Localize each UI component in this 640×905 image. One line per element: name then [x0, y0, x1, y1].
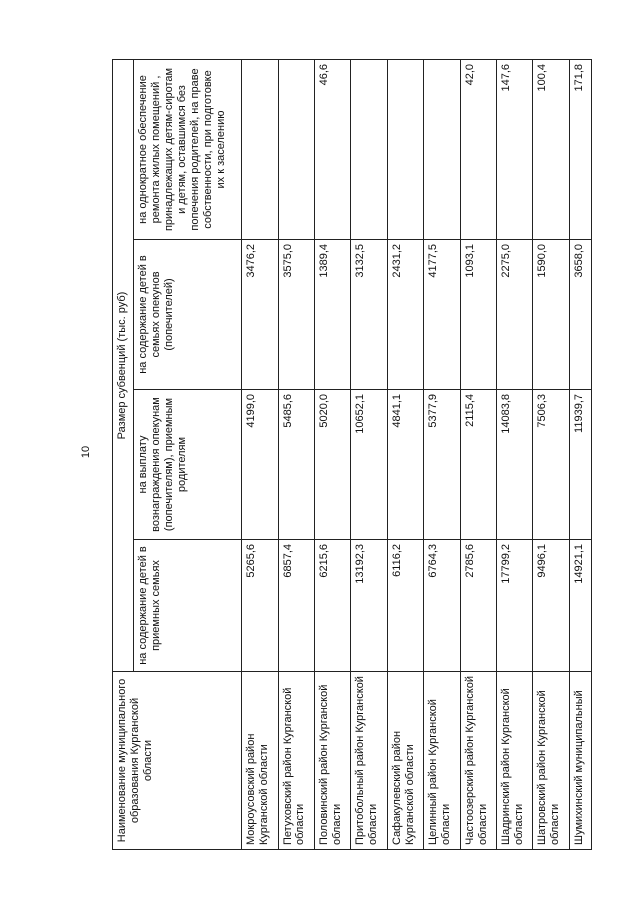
table-header-row — [113, 59, 134, 849]
row-name: Мокроусовский район Курганской области — [242, 672, 278, 850]
row-value — [387, 59, 423, 239]
rotated-table-wrapper — [112, 60, 592, 850]
row-value: 9496,1 — [533, 540, 569, 672]
row-value: 4841,1 — [387, 390, 423, 540]
row-value: 100,4 — [533, 59, 569, 239]
rotated-table-area — [112, 60, 592, 850]
row-value — [351, 59, 387, 239]
row-value: 147,6 — [496, 59, 532, 239]
row-name: Частоозерский район Курганской области — [460, 672, 496, 850]
table-row — [569, 59, 591, 849]
row-value: 14083,8 — [496, 390, 532, 540]
header-guardian-families: на содержание детей в семьях опекунов (попечителей) — [134, 240, 242, 390]
row-value: 1093,1 — [460, 240, 496, 390]
row-value: 6764,3 — [424, 540, 460, 672]
row-value: 3476,2 — [242, 240, 278, 390]
row-value: 11939,7 — [569, 390, 591, 540]
table-row — [496, 59, 532, 849]
row-value: 3658,0 — [569, 240, 591, 390]
row-name: Притобольный район Курганской области — [351, 672, 387, 850]
row-value: 46,6 — [314, 59, 350, 239]
row-name: Шумихинский муниципальный — [569, 672, 591, 850]
table-row — [387, 59, 423, 849]
row-name: Половинский район Курганской области — [314, 672, 350, 850]
page-number: 10 — [80, 445, 93, 459]
row-name: Шатровский район Курганской области — [533, 672, 569, 850]
row-value: 6857,4 — [278, 540, 314, 672]
row-value: 17799,2 — [496, 540, 532, 672]
table-row — [242, 59, 278, 849]
table-row — [278, 59, 314, 849]
header-foster-families: на содержание детей в приемных семьях — [134, 540, 242, 672]
row-name: Шадринский район Курганской области — [496, 672, 532, 850]
row-value: 4177,5 — [424, 240, 460, 390]
row-value: 5377,9 — [424, 390, 460, 540]
row-value — [242, 59, 278, 239]
row-value: 1590,0 — [533, 240, 569, 390]
row-value: 42,0 — [460, 59, 496, 239]
row-value: 13192,3 — [351, 540, 387, 672]
row-value: 6215,6 — [314, 540, 350, 672]
row-value: 14921,1 — [569, 540, 591, 672]
header-guardian-remuneration: на выплату вознаграждения опекунам (попечителям), приемным родителям — [134, 390, 242, 540]
row-value: 6116,2 — [387, 540, 423, 672]
table-row — [424, 59, 460, 849]
header-municipality: Наименование муниципального образования Курганской области — [113, 672, 242, 850]
row-value: 10652,1 — [351, 390, 387, 540]
row-value: 5265,6 — [242, 540, 278, 672]
row-value: 2431,2 — [387, 240, 423, 390]
row-value — [278, 59, 314, 239]
subsidies-table — [112, 59, 592, 850]
row-name: Сафакулевский район Курганской области — [387, 672, 423, 850]
row-value — [424, 59, 460, 239]
row-value: 5020,0 — [314, 390, 350, 540]
row-name: Целинный район Курганской области — [424, 672, 460, 850]
row-value: 7506,3 — [533, 390, 569, 540]
row-value: 3132,5 — [351, 240, 387, 390]
table-row — [314, 59, 350, 849]
row-value: 5485,6 — [278, 390, 314, 540]
row-value: 2785,6 — [460, 540, 496, 672]
table-row — [351, 59, 387, 849]
row-name: Петуховский район Курганской области — [278, 672, 314, 850]
row-value: 3575,0 — [278, 240, 314, 390]
row-value: 4199,0 — [242, 390, 278, 540]
table-row — [533, 59, 569, 849]
row-value: 1389,4 — [314, 240, 350, 390]
header-housing-repair: на однократное обеспечение ремонта жилых помещений , принадлежащих детям-сиротам и детям, оставшимся без попечения родителей, на праве собственности, при подготовке их к заселению — [134, 59, 242, 239]
table-row — [460, 59, 496, 849]
row-value: 2115,4 — [460, 390, 496, 540]
row-value: 2275,0 — [496, 240, 532, 390]
row-value: 171,8 — [569, 59, 591, 239]
header-subsidy-size: Размер субвенций (тыс. руб) — [113, 59, 134, 671]
